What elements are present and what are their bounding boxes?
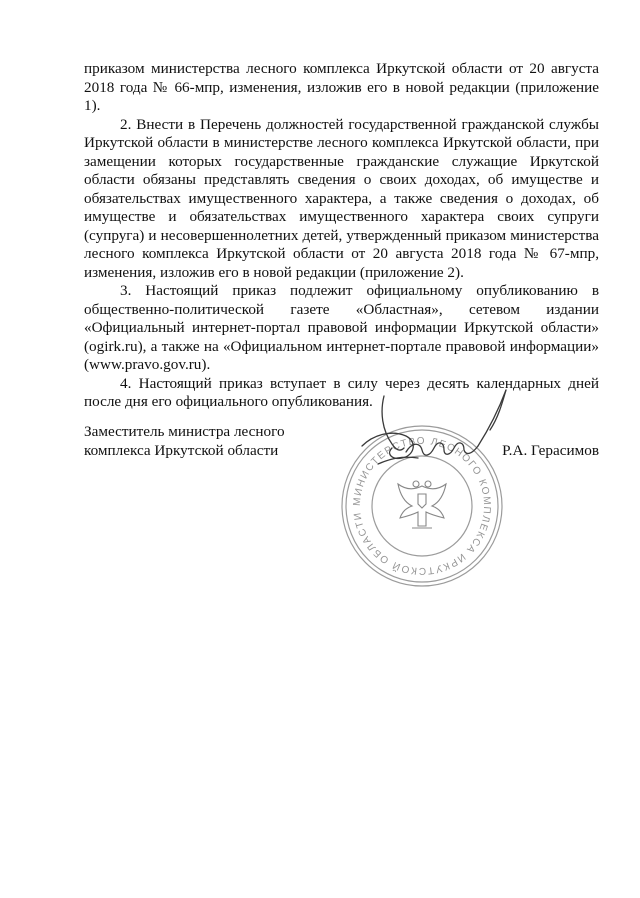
paragraph-item-3: 3. Настоящий приказ подлежит официальному опубликованию в общественно-политической газете «Областная», сетевом издании «Официальный интернет-портал правовой информации Иркутской области» (ogirk.ru), а также на «Официальном интернет-портале правовой информации» (www.pravo.gov.ru).	[84, 282, 599, 373]
stamp-ring-text: МИНИСТЕРСТВО ЛЕСНОГО КОМПЛЕКСА ИРКУТСКОЙ ОБЛАСТИ	[351, 435, 493, 577]
paragraph-continuation: приказом министерства лесного комплекса Иркутской области от 20 августа 2018 года № 66-мпр, изменения, изложив его в новой редакции (приложение 1).	[84, 60, 599, 114]
signature-block	[84, 422, 599, 582]
eagle-emblem-icon	[398, 481, 446, 528]
official-stamp	[322, 394, 522, 577]
signer-name: Р.А. Герасимов	[502, 442, 599, 459]
paragraph-item-2: 2. Внести в Перечень должностей государственной гражданской службы Иркутской области в министерстве лесного комплекса Иркутской области, при замещении которых государственные гражданские служащие Иркутской области обязаны представлять сведения о своих доходах, об имуществе и обязательствах имущественного характера, а также сведения о доходах, об имуществе и обязательствах имущественного характера своих супруги (супруга) и несовершеннолетних детей, утвержденный приказом министерства лесного комплекса Иркутской области от 20 августа 2018 года № 67-мпр, изменения, изложив его в новой редакции (приложение 2).	[84, 115, 599, 281]
document-body	[84, 60, 599, 412]
signer-position: Заместитель министра лесного комплекса Иркутской области	[84, 423, 285, 459]
paragraph-item-4: 4. Настоящий приказ вступает в силу через десять календарных дней после дня его официального опубликования.	[84, 374, 599, 410]
